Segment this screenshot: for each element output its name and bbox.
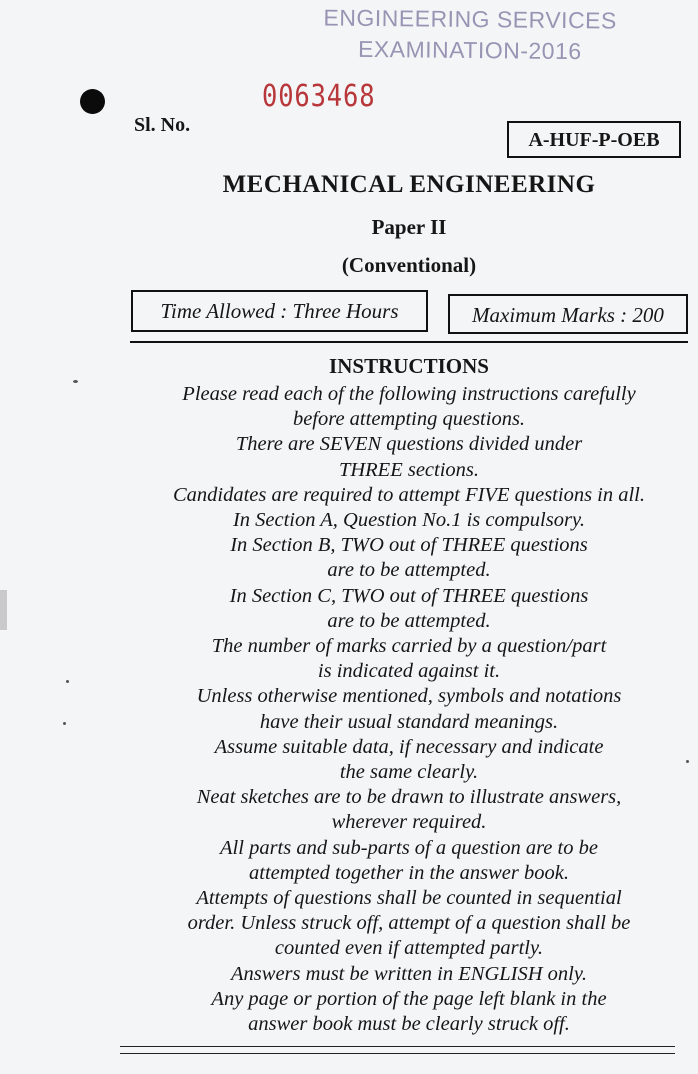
booklet-code: A-HUF-P-OEB xyxy=(507,121,681,158)
instruction-line: All parts and sub-parts of a question are to be xyxy=(220,836,598,859)
bottom-rule xyxy=(120,1053,675,1054)
exam-stamp xyxy=(300,2,641,68)
time-allowed: Time Allowed : Three Hours xyxy=(131,290,428,332)
instruction-line: are to be attempted. xyxy=(327,609,491,632)
scan-speck xyxy=(73,380,78,383)
bullet-dot-icon xyxy=(80,89,105,114)
instruction-line: attempted together in the answer book. xyxy=(249,861,569,884)
instruction-line: In Section A, Question No.1 is compulsory. xyxy=(232,509,586,532)
stamp-line-2: EXAMINATION-2016 xyxy=(357,35,582,65)
instruction-line: Please read each of the following instructions carefully xyxy=(182,383,636,405)
scan-speck xyxy=(686,760,689,763)
maximum-marks: Maximum Marks : 200 xyxy=(448,294,688,334)
instruction-line: Neat sketches are to be drawn to illustrate answers, xyxy=(196,786,622,809)
instruction-line: before attempting questions. xyxy=(292,408,526,431)
serial-number: 0063468 xyxy=(262,79,376,114)
instruction-line: the same clearly. xyxy=(339,761,479,784)
instruction-line: There are SEVEN questions divided under xyxy=(235,433,583,456)
instructions-list xyxy=(118,382,698,1037)
paper-type: (Conventional) xyxy=(341,253,477,277)
scan-edge-mark xyxy=(0,590,7,630)
instruction-line: is indicated against it. xyxy=(317,660,501,683)
instruction-line: order. Unless struck off, attempt of a question shall be xyxy=(187,912,631,935)
instruction-line: Attempts of questions shall be counted in sequential xyxy=(196,887,622,910)
bottom-rule xyxy=(120,1046,675,1047)
instruction-line: Unless otherwise mentioned, symbols and notations xyxy=(196,685,622,708)
subject-title: MECHANICAL ENGINEERING xyxy=(222,171,596,198)
instruction-line: Assume suitable data, if necessary and indicate xyxy=(214,735,604,758)
stamp-line-1: ENGINEERING SERVICES xyxy=(323,4,617,34)
instruction-line: answer book must be clearly struck off. xyxy=(248,1013,570,1036)
instruction-line: In Section B, TWO out of THREE questions xyxy=(230,534,588,557)
instruction-line: are to be attempted. xyxy=(327,559,491,582)
instruction-line: counted even if attempted partly. xyxy=(274,937,544,960)
instruction-line: have their usual standard meanings. xyxy=(259,710,559,733)
instructions-heading: INSTRUCTIONS xyxy=(329,354,489,378)
instruction-line: wherever required. xyxy=(331,811,487,834)
instruction-line: Answers must be written in ENGLISH only. xyxy=(231,962,587,985)
instruction-line: In Section C, TWO out of THREE questions xyxy=(229,584,589,607)
scan-speck xyxy=(66,680,69,683)
scan-speck xyxy=(63,722,66,725)
instruction-line: The number of marks carried by a question/part xyxy=(211,635,607,658)
paper-number: Paper II xyxy=(371,215,447,239)
instruction-line: THREE sections. xyxy=(338,458,480,481)
instruction-line: Candidates are required to attempt FIVE questions in all. xyxy=(172,483,646,506)
divider-rule xyxy=(130,341,688,343)
instruction-line: Any page or portion of the page left blank in the xyxy=(211,987,607,1010)
sl-no-label: Sl. No. xyxy=(134,114,191,136)
